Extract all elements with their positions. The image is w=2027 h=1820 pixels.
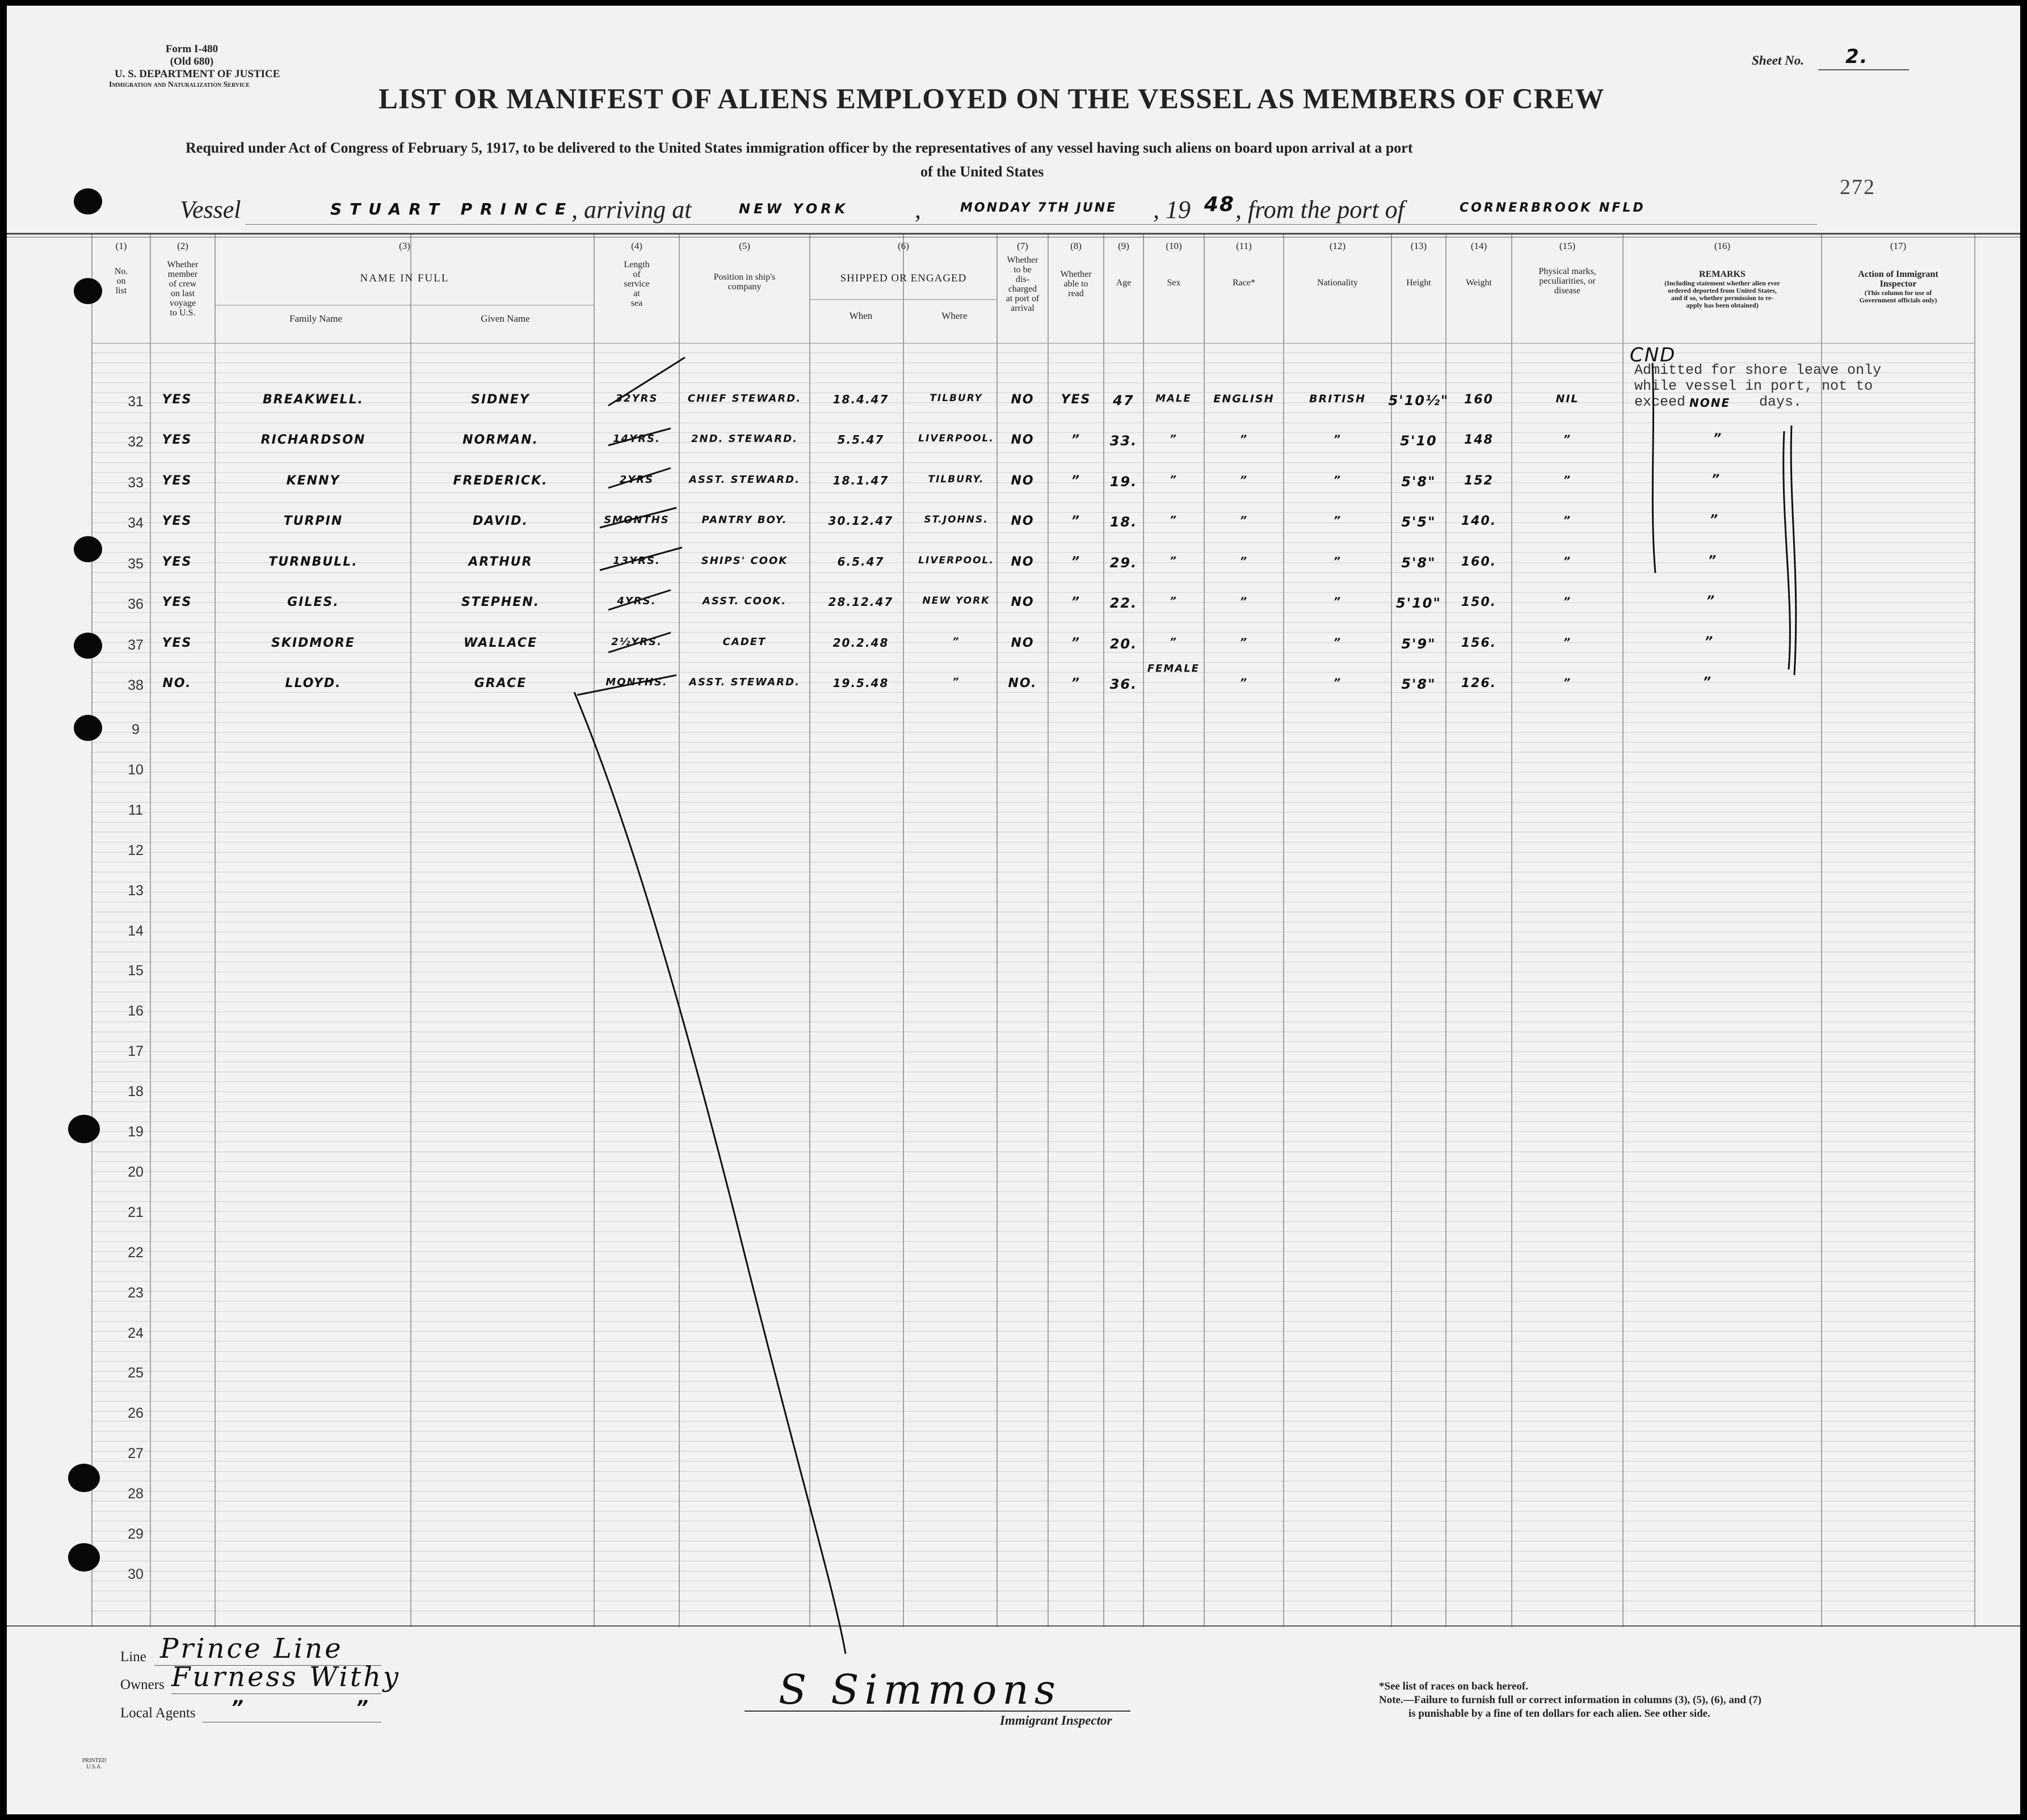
cell-given: FREDERICK. — [453, 474, 548, 488]
penalty-note-line1: Note.—Failure to furnish full or correct information in columns (3), (5), (6), and (7) — [1379, 1694, 1761, 1706]
cell-read: ” — [1071, 555, 1081, 569]
column-number-c6: (6) — [898, 241, 909, 251]
cell-read: ” — [1071, 636, 1081, 650]
table-row — [7, 591, 2020, 613]
cell-family: KENNY — [286, 474, 340, 488]
cell-age: 29. — [1109, 555, 1138, 571]
cell-race: ” — [1239, 433, 1248, 445]
line-value: Prince Line — [160, 1633, 343, 1665]
printer-mark: PRINTED U.S.A. — [82, 1758, 107, 1770]
column-note-c16: and if so, whether permission to re- — [1671, 294, 1774, 302]
cell-member: YES — [162, 433, 192, 447]
page-title: LIST OR MANIFEST OF ALIENS EMPLOYED ON THE VESSEL AS MEMBERS OF CREW — [379, 83, 1605, 115]
cell-position: CADET — [722, 636, 767, 648]
column-note-c16: ordered deported from United States, — [1668, 287, 1777, 294]
cell-discharged: NO — [1011, 555, 1034, 569]
column-note-c17: Government officials only) — [1859, 296, 1937, 304]
remarks-typed-line3b: days. — [1759, 394, 1802, 410]
column-label-when: When — [849, 310, 873, 321]
cell-service: 13YRS. — [613, 555, 661, 567]
cell-marks: ” — [1563, 636, 1572, 648]
arriving-comma: , — [915, 196, 921, 224]
row-number: 27 — [128, 1446, 144, 1462]
punch-hole — [68, 1464, 100, 1492]
column-number-c1: (1) — [115, 241, 127, 251]
cell-height: 5'8" — [1401, 676, 1436, 692]
column-label-c2: voyage — [169, 298, 196, 308]
cell-service: MONTHS. — [605, 676, 668, 688]
cell-read: ” — [1071, 514, 1081, 528]
cell-where: ” — [952, 676, 960, 688]
column-label-c13: Height — [1406, 278, 1431, 288]
row-number: 9 — [132, 722, 140, 738]
cell-sex: ” — [1170, 636, 1177, 648]
column-number-c13: (13) — [1410, 241, 1427, 251]
cell-marks: ” — [1563, 433, 1572, 445]
row-number: 33 — [128, 475, 144, 491]
cell-member: YES — [162, 595, 192, 609]
column-label-c1: list — [115, 286, 127, 296]
column-label-c2: to U.S. — [170, 308, 196, 318]
row-number: 18 — [128, 1084, 144, 1100]
cell-service: 2YRS — [619, 474, 654, 486]
row-number: 32 — [128, 434, 144, 450]
arriving-label: , arriving at — [571, 196, 692, 224]
column-number-c7: (7) — [1017, 241, 1028, 251]
cell-when: 18.1.47 — [832, 474, 889, 487]
column-label-c5: Position in ship's — [713, 272, 776, 282]
cell-marks: ” — [1563, 595, 1572, 608]
column-number-c8: (8) — [1070, 241, 1082, 251]
column-number-c4: (4) — [631, 241, 642, 251]
cell-nationality: ” — [1333, 595, 1342, 608]
cell-marks: ” — [1563, 555, 1572, 567]
cell-nationality: ” — [1333, 474, 1342, 486]
sheet-number: 2. — [1845, 45, 1869, 68]
cell-when: 18.4.47 — [832, 393, 889, 406]
remarks-ditto: ” — [1710, 513, 1719, 527]
column-label-c8: Whether — [1060, 269, 1092, 279]
remarks-ditto: ” — [1711, 473, 1721, 487]
row-number: 29 — [128, 1526, 144, 1542]
column-number-c16: (16) — [1714, 241, 1731, 251]
cell-family: BREAKWELL. — [263, 393, 364, 407]
cell-service: 32YRS — [615, 393, 658, 405]
cell-marks: ” — [1563, 514, 1572, 526]
cell-discharged: NO — [1011, 393, 1034, 407]
punch-hole — [68, 1543, 100, 1572]
cell-weight: 150. — [1461, 595, 1497, 609]
cell-race: ” — [1239, 474, 1248, 486]
cell-where: ST.JOHNS. — [924, 514, 989, 525]
cell-where: LIVERPOOL. — [918, 555, 994, 566]
local-agents-label: Local Agents — [120, 1705, 196, 1721]
cell-weight: 156. — [1461, 636, 1497, 650]
column-label-c15: disease — [1554, 286, 1581, 296]
form-number: Form I-480 — [165, 43, 218, 55]
column-number-c11: (11) — [1236, 241, 1252, 251]
cell-height: 5'10" — [1396, 595, 1441, 611]
cell-sex: ” — [1170, 474, 1177, 486]
year-suffix: 48 — [1204, 193, 1235, 216]
column-label-c4: at — [633, 289, 640, 298]
cell-age: 19. — [1109, 474, 1138, 490]
column-label-c9: Age — [1116, 278, 1132, 288]
cell-height: 5'10½" — [1388, 393, 1449, 408]
punch-hole — [68, 1115, 100, 1143]
cell-where: TILBURY — [930, 393, 983, 404]
arrival-date: MONDAY 7TH JUNE — [960, 201, 1117, 215]
signature-line — [745, 1711, 1130, 1712]
cell-family: TURNBULL. — [268, 555, 358, 569]
row-number: 19 — [128, 1124, 144, 1140]
cell-read: ” — [1071, 676, 1081, 690]
cell-where: NEW YORK — [922, 595, 990, 606]
cell-given: DAVID. — [473, 514, 528, 528]
cell-when: 19.5.48 — [832, 676, 889, 690]
cell-position: PANTRY BOY. — [701, 514, 788, 526]
remarks-ditto: ” — [1706, 594, 1716, 608]
cell-race: ENGLISH — [1213, 393, 1275, 405]
cell-marks: NIL — [1555, 393, 1579, 405]
column-label-c17: Inspector — [1879, 279, 1917, 289]
cell-position: 2ND. STEWARD. — [691, 433, 798, 445]
cell-nationality: BRITISH — [1309, 393, 1366, 405]
row-number: 15 — [128, 963, 144, 979]
cell-age: 36. — [1109, 676, 1138, 692]
cell-position: ASST. STEWARD. — [689, 474, 800, 486]
cell-given: NORMAN. — [462, 433, 539, 447]
column-note-c16: apply has been obtained) — [1686, 301, 1759, 309]
cell-discharged: NO — [1011, 433, 1034, 447]
cell-when: 6.5.47 — [837, 555, 885, 568]
sheet-label: Sheet No. — [1752, 53, 1804, 68]
cell-nationality: ” — [1333, 676, 1342, 689]
column-label-c5: company — [727, 282, 762, 292]
column-number-c3: (3) — [399, 241, 410, 251]
row-number: 30 — [128, 1566, 144, 1582]
column-number-c17: (17) — [1890, 241, 1907, 251]
cell-height: 5'9" — [1401, 636, 1436, 652]
row-number: 36 — [128, 596, 144, 612]
local-agents-ditto-2: ” — [356, 1696, 369, 1719]
cell-member: YES — [162, 393, 192, 407]
table-row — [7, 550, 2020, 573]
cell-service: 2½YRS. — [611, 636, 662, 648]
column-note-c16: (Including statement whether alien ever — [1664, 279, 1780, 287]
owners-underline — [171, 1693, 381, 1694]
remarks-ditto: ” — [1708, 554, 1718, 568]
year-prefix: , 19 — [1153, 196, 1191, 224]
cell-when: 20.2.48 — [832, 636, 889, 650]
punch-hole — [74, 715, 102, 741]
arriving-port: NEW YORK — [739, 201, 849, 217]
row-number: 34 — [128, 515, 144, 531]
row-number: 13 — [128, 882, 144, 899]
cell-given: WALLACE — [463, 636, 538, 650]
owners-value: Furness Withy — [171, 1661, 401, 1693]
cell-member: YES — [162, 636, 192, 650]
column-label-c8: able to — [1063, 279, 1088, 289]
cell-position: ASST. COOK. — [702, 595, 787, 607]
cell-when: 30.12.47 — [828, 514, 894, 528]
cell-race: ” — [1239, 514, 1248, 526]
column-label-c17: Action of Immigrant — [1858, 269, 1938, 279]
cell-given: STEPHEN. — [461, 595, 540, 609]
column-label-c15: Physical marks, — [1538, 267, 1596, 276]
row-number: 17 — [128, 1043, 144, 1060]
cell-position: ASST. STEWARD. — [689, 676, 800, 688]
cell-age: 33. — [1109, 433, 1138, 449]
cell-age: 20. — [1109, 636, 1138, 652]
column-label-c2: of crew — [169, 279, 197, 289]
cell-read: YES — [1061, 393, 1091, 407]
row-number: 11 — [128, 802, 143, 818]
cell-member: YES — [162, 474, 192, 488]
sheet-number-underline — [1818, 69, 1909, 70]
cell-given: GRACE — [474, 676, 527, 690]
column-number-c9: (9) — [1118, 241, 1129, 251]
row-number: 22 — [128, 1244, 144, 1261]
cell-nationality: ” — [1333, 636, 1342, 648]
cell-nationality: ” — [1333, 555, 1342, 567]
column-label-c4: sea — [630, 298, 643, 308]
cell-weight: 148 — [1464, 433, 1494, 447]
row-number: 26 — [128, 1405, 144, 1422]
row-number: 12 — [128, 842, 144, 858]
cell-age: 22. — [1109, 595, 1138, 611]
cell-nationality: ” — [1333, 433, 1342, 445]
row-number: 37 — [128, 637, 144, 653]
cell-sex: ” — [1170, 595, 1177, 607]
cell-age: 18. — [1109, 514, 1138, 530]
column-label-given-name: Given Name — [481, 313, 530, 324]
cell-sex: ” — [1170, 433, 1177, 445]
cell-service: 4YRS. — [617, 595, 657, 607]
column-label-c4: of — [633, 269, 641, 279]
column-label-c7: to be — [1014, 265, 1032, 275]
page-subtitle-line1: Required under Act of Congress of February 5, 1917, to be delivered to the United States immigration officer by the representatives of any vessel having such aliens on board upon arrival at a port — [186, 140, 1413, 156]
row-number: 20 — [128, 1164, 144, 1180]
cell-height: 5'10 — [1400, 433, 1437, 449]
row-number: 28 — [128, 1486, 144, 1502]
cell-family: GILES. — [287, 595, 339, 609]
column-label-c7: arrival — [1011, 304, 1034, 313]
column-label-c2: member — [167, 269, 198, 279]
vessel-label: Vessel — [180, 196, 241, 224]
cell-discharged: NO — [1011, 636, 1034, 650]
inspector-signature: S Simmons — [779, 1666, 1061, 1713]
races-note: *See list of races on back hereof. — [1379, 1680, 1528, 1692]
cell-family: TURPIN — [283, 514, 343, 528]
column-label-c7: Whether — [1007, 255, 1038, 265]
column-label-c4: Length — [624, 260, 650, 269]
table-row — [7, 631, 2020, 654]
column-label-c2: Whether — [167, 260, 199, 269]
table-row — [7, 663, 2020, 694]
cell-race: ” — [1239, 676, 1248, 689]
remarks-typed-line1: Admitted for shore leave only — [1634, 362, 1882, 378]
column-number-c10: (10) — [1166, 241, 1182, 251]
column-number-c5: (5) — [739, 241, 750, 251]
cell-where: LIVERPOOL. — [918, 433, 994, 444]
line-label: Line — [120, 1649, 146, 1665]
remarks-typed-line3: exceed — [1634, 394, 1686, 410]
column-label-c7: charged — [1008, 284, 1037, 294]
cell-sex: ” — [1170, 555, 1177, 567]
cell-weight: 140. — [1461, 514, 1497, 528]
cell-height: 5'5" — [1401, 514, 1436, 530]
cell-height: 5'8" — [1401, 474, 1436, 490]
remarks-handwritten-days: NONE — [1689, 396, 1731, 410]
row-number: 10 — [128, 761, 144, 778]
column-label-c7: at port of — [1006, 294, 1040, 304]
cell-member: YES — [162, 514, 192, 528]
column-number-c12: (12) — [1329, 241, 1346, 251]
row-number: 14 — [128, 922, 144, 939]
cell-age: 47 — [1113, 393, 1134, 408]
remarks-ditto: ” — [1703, 675, 1713, 689]
column-label-c8: read — [1068, 289, 1084, 298]
cell-given: SIDNEY — [471, 393, 530, 407]
remarks-typed-line2: while vessel in port, not to — [1634, 378, 1873, 394]
column-label-family-name: Family Name — [289, 313, 342, 324]
cell-height: 5'8" — [1401, 555, 1436, 571]
cell-service: 14YRS. — [613, 433, 661, 445]
column-label-shipped-engaged: SHIPPED OR ENGAGED — [840, 272, 967, 284]
cell-family: LLOYD. — [285, 676, 342, 690]
cell-family: RICHARDSON — [260, 433, 366, 447]
column-label-c11: Race* — [1233, 278, 1255, 288]
cell-family: SKIDMORE — [271, 636, 355, 650]
column-label-c12: Nationality — [1317, 278, 1358, 288]
column-number-c14: (14) — [1470, 241, 1487, 251]
service-name: Immigration and Naturalization Service — [109, 81, 250, 89]
cell-sex: FEMALE — [1147, 663, 1200, 675]
column-note-c17: (This column for use of — [1864, 289, 1932, 297]
owners-label: Owners — [120, 1677, 165, 1692]
row-number: 24 — [128, 1325, 144, 1341]
local-agents-ditto-1: ” — [231, 1696, 245, 1719]
punch-hole — [74, 188, 102, 214]
old-form-number: (Old 680) — [170, 56, 214, 68]
page-subtitle-line2: of the United States — [920, 163, 1044, 180]
vessel-name: STUART PRINCE — [330, 200, 574, 218]
cell-sex: ” — [1170, 514, 1177, 526]
cell-discharged: NO — [1011, 514, 1034, 528]
vessel-underline — [245, 224, 1817, 225]
cell-sex: MALE — [1155, 393, 1192, 405]
cell-race: ” — [1239, 555, 1248, 567]
row-number: 25 — [128, 1365, 144, 1381]
row-number: 31 — [128, 394, 144, 410]
cell-weight: 160. — [1461, 555, 1497, 569]
row-number: 16 — [128, 1003, 144, 1019]
column-number-c2: (2) — [177, 241, 188, 251]
cell-nationality: ” — [1333, 514, 1342, 526]
immigrant-inspector-label: Immigrant Inspector — [1000, 1713, 1112, 1728]
column-label-c1: No. — [114, 267, 128, 276]
manifest-page — [7, 6, 2020, 1814]
department-name: U. S. DEPARTMENT OF JUSTICE — [115, 68, 280, 80]
row-number: 35 — [128, 556, 144, 572]
from-port-label: , from the port of — [1235, 196, 1404, 224]
remarks-ditto: ” — [1713, 432, 1723, 446]
row-number: 23 — [128, 1284, 144, 1301]
cell-read: ” — [1071, 595, 1081, 609]
from-port: CORNERBROOK NFLD — [1460, 201, 1646, 215]
cell-position: SHIPS' COOK — [701, 555, 788, 567]
column-label-c10: Sex — [1167, 278, 1181, 288]
cell-marks: ” — [1563, 676, 1572, 689]
cell-race: ” — [1239, 595, 1248, 608]
cell-discharged: NO. — [1008, 676, 1037, 690]
cell-discharged: NO — [1011, 595, 1034, 609]
cell-race: ” — [1239, 636, 1248, 648]
column-label-c2: on last — [170, 289, 195, 298]
column-number-c15: (15) — [1559, 241, 1576, 251]
column-label-name-in-full: NAME IN FULL — [360, 272, 449, 284]
cell-member: YES — [162, 555, 192, 569]
cell-discharged: NO — [1011, 474, 1034, 488]
column-label-c14: Weight — [1466, 278, 1492, 288]
cell-member: NO. — [162, 676, 192, 690]
row-number: 21 — [128, 1204, 144, 1220]
cell-where: ” — [952, 636, 960, 647]
penalty-note-line2: is punishable by a fine of ten dollars for each alien. See other side. — [1408, 1708, 1710, 1720]
cell-given: ARTHUR — [468, 555, 533, 569]
row-number: 38 — [128, 677, 144, 693]
column-label-c4: service — [624, 279, 650, 289]
cell-weight: 126. — [1461, 676, 1497, 690]
column-label-c16: REMARKS — [1699, 269, 1746, 279]
cell-read: ” — [1071, 474, 1081, 488]
cell-weight: 160 — [1464, 393, 1494, 407]
cell-marks: ” — [1563, 474, 1572, 486]
cell-where: TILBURY. — [928, 474, 985, 485]
cell-when: 28.12.47 — [828, 595, 894, 609]
cell-service: SMONTHS — [604, 514, 670, 526]
stamp-number: 272 — [1840, 175, 1875, 199]
column-label-c1: on — [116, 276, 126, 286]
cell-position: CHIEF STEWARD. — [687, 393, 802, 405]
cell-weight: 152 — [1464, 474, 1494, 488]
remarks-cnd: CND — [1630, 344, 1676, 366]
column-label-where: Where — [941, 310, 968, 321]
column-label-c15: peculiarities, or — [1539, 276, 1596, 286]
column-label-c7: dis- — [1016, 275, 1029, 284]
cell-when: 5.5.47 — [837, 433, 885, 446]
remarks-ditto: ” — [1705, 635, 1714, 649]
cell-read: ” — [1071, 433, 1081, 447]
